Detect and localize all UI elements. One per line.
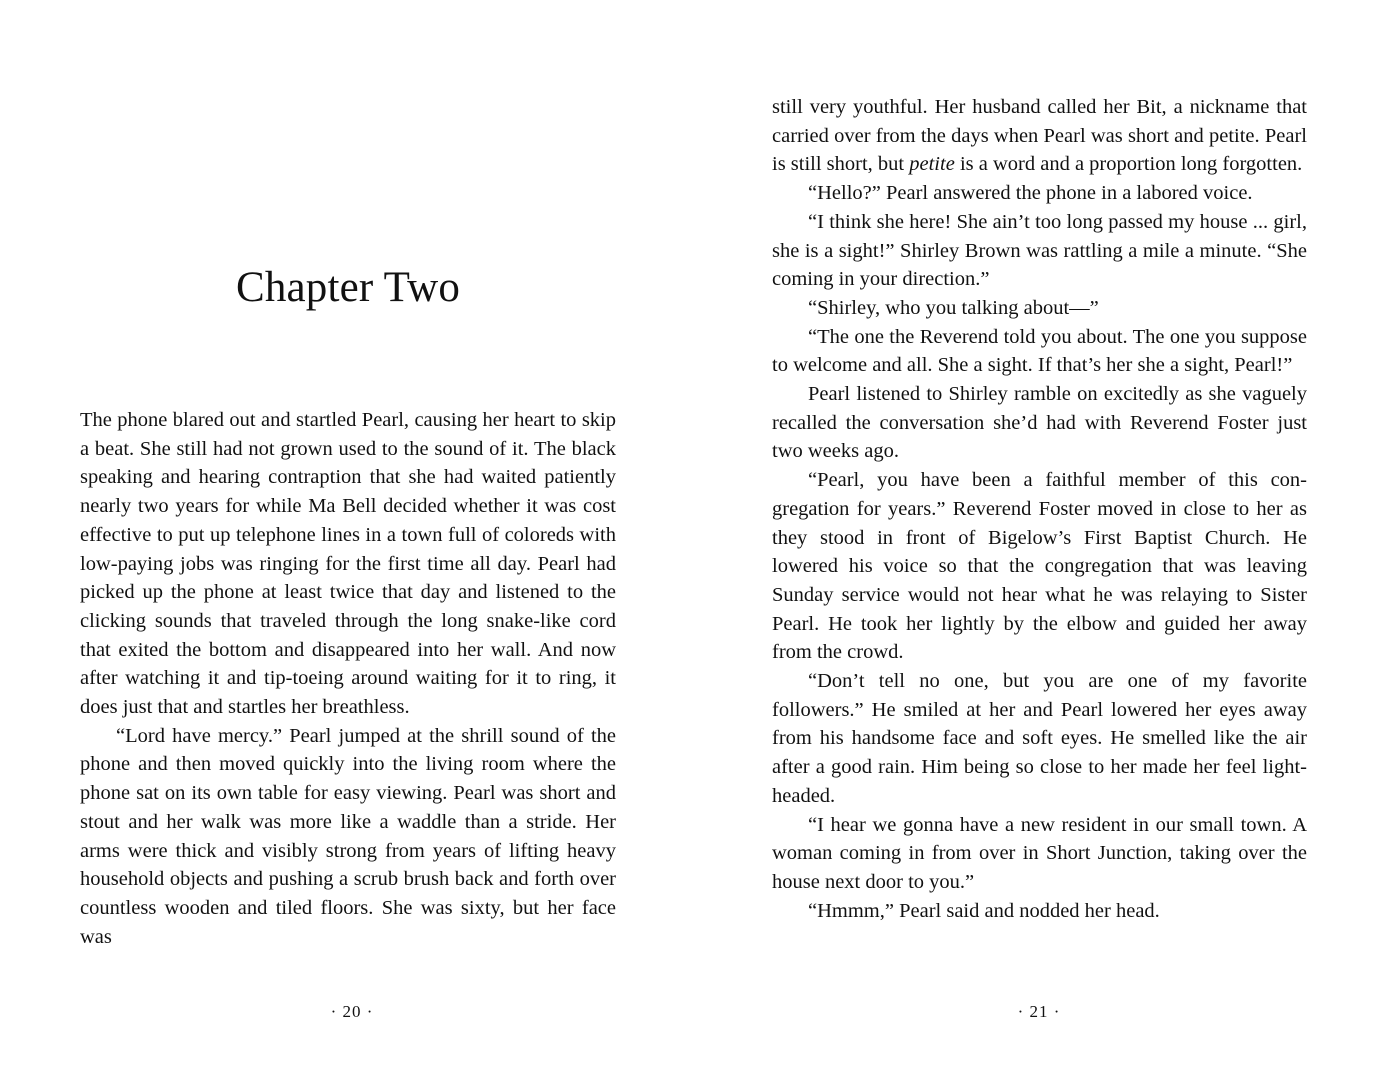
paragraph: “Hmmm,” Pearl said and nodded her head. bbox=[808, 899, 1160, 922]
left-page-body bbox=[80, 406, 616, 951]
paragraph: “Shirley, who you talking about—” bbox=[808, 296, 1099, 319]
paragraph: “I hear we gonna have a new resident in our small town. A woman coming in from over in Short Junction, taking over the house next door to you.” bbox=[772, 813, 1307, 893]
paragraph: “Pearl, you have been a faithful member of this congregation for years.” Reverend Foster moved in close to her as they stood in front of Bigelow’s First Baptist Church. He lowered his voice so that the congregation that was leaving Sunday service would not hear what he was relaying to Sister Pearl. He took her lightly by the elbow and guided her away from the crowd. bbox=[772, 469, 1307, 664]
chapter-title: Chapter Two bbox=[235, 264, 461, 311]
paragraph-text: still very youthful. Her husband called her Bit, a nickname that carried over from the days when Pearl was short and petite. Pearl is still short, but bbox=[772, 96, 1307, 176]
paragraph: “The one the Reverend told you about. The one you suppose to welcome and all. She a sight. If that’s her she a sight, Pearl!” bbox=[772, 325, 1307, 377]
paragraph-text: is a word and a proportion long forgotten. bbox=[954, 153, 1303, 176]
page-number-left: · 20 · bbox=[330, 1002, 374, 1021]
paragraph: Pearl listened to Shirley ramble on excitedly as she vaguely recalled the conversation she’d had with Reverend Foster just two weeks ago. bbox=[772, 383, 1307, 463]
paragraph: The phone blared out and startled Pearl, causing her heart to skip a beat. She still had not grown used to the sound of it. The black speaking and hearing contraption that she had waited patiently nearly two years for while Ma Bell decided whether it was cost effective to put up telephone lines in a town full of coloreds with low-paying jobs was ringing for the first time all day. Pearl had picked up the phone at least twice that day and listened to the clicking sounds that traveled through the long snake-like cord that exited the bottom and disappeared into her wall. And now after watching it and tip-toeing around waiting for it to ring, it does just that and startles her breathless. bbox=[80, 409, 616, 719]
right-page-body bbox=[772, 93, 1307, 925]
page-number-right: · 21 · bbox=[1017, 1002, 1061, 1021]
paragraph: “I think she here! She ain’t too long passed my house ... girl, she is a sight!” Shirley Brown was rattling a mile a minute. “She coming in your direction.” bbox=[772, 210, 1307, 291]
paragraph bbox=[772, 93, 1307, 179]
paragraph: “Hello?” Pearl answered the phone in a labored voice. bbox=[808, 182, 1253, 205]
right-page bbox=[699, 0, 1398, 1080]
paragraph: “Don’t tell no one, but you are one of my favorite followers.” He smiled at her and Pearl lowered her eyes away from his handsome face and soft eyes. He smelled like the air after a good rain. Him being so close to her made her feel light-headed. bbox=[772, 670, 1307, 807]
italic-word: petite bbox=[909, 153, 955, 176]
paragraph: “Lord have mercy.” Pearl jumped at the shrill sound of the phone and then moved quickly into the living room where the phone sat on its own table for easy viewing. Pearl was short and stout and her walk was more like a waddle than a stride. Her arms were thick and visibly strong from years of lifting heavy household objects and pushing a scrub brush back and forth over countless wooden and tiled floors. She was sixty, but her face was bbox=[80, 724, 616, 948]
